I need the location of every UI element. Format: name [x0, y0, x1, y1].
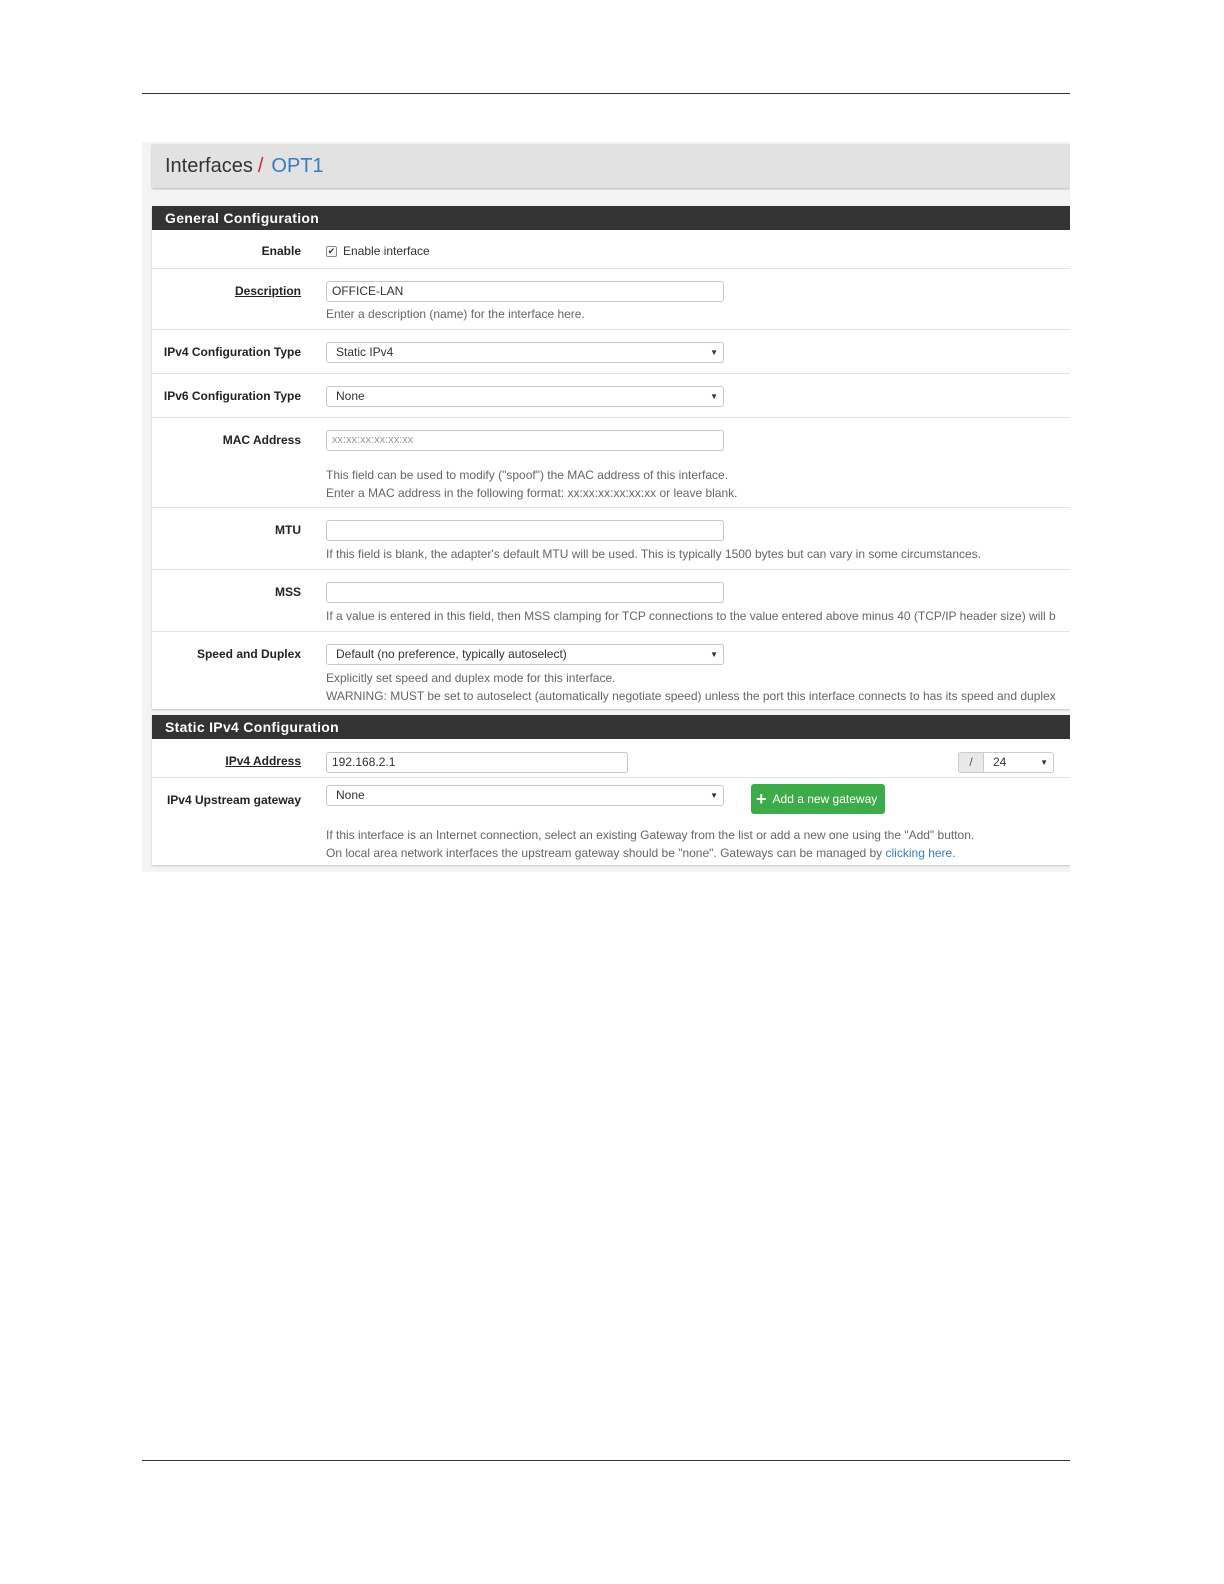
- upstream-gateway-label: IPv4 Upstream gateway: [166, 793, 301, 807]
- ipv4-address-field: [326, 752, 628, 773]
- ipv6-type-label: IPv6 Configuration Type: [163, 389, 301, 403]
- page-bottom-rule: [142, 1460, 1070, 1461]
- mac-address-field: [326, 430, 738, 502]
- breadcrumb-root[interactable]: Interfaces: [165, 154, 253, 177]
- upstream-gateway-help-2-text: On local area network interfaces the upstream gateway should be "none". Gateways can be managed by: [326, 846, 886, 860]
- description-field: [326, 281, 724, 323]
- cidr-select[interactable]: [984, 752, 1054, 773]
- mtu-field: [326, 520, 981, 563]
- chevron-down-icon: ▼: [1040, 758, 1048, 767]
- chevron-down-icon: ▼: [710, 791, 718, 800]
- mac-address-label: MAC Address: [222, 433, 301, 447]
- ipv4-type-value: Static IPv4: [336, 345, 394, 359]
- plus-icon: +: [756, 789, 767, 809]
- ipv4-address-label: IPv4 Address: [225, 754, 301, 768]
- breadcrumb-separator: /: [257, 154, 264, 177]
- row-upstream-gateway: [152, 778, 1070, 865]
- general-configuration-panel: [152, 206, 1070, 709]
- mss-help: If a value is entered in this field, then MSS clamping for TCP connections to the value entered above minus 40 (TCP/IP header size) will b: [326, 609, 1056, 623]
- cidr-slash-addon: /: [958, 752, 984, 773]
- upstream-gateway-value: None: [336, 788, 365, 802]
- ipv6-type-field: [326, 386, 724, 407]
- description-input[interactable]: OFFICE-LAN: [326, 281, 724, 302]
- row-ipv4-address: [152, 739, 1070, 778]
- speed-duplex-label: Speed and Duplex: [196, 647, 301, 661]
- panel-heading-general: General Configuration: [152, 206, 1070, 230]
- ipv4-address-input[interactable]: 192.168.2.1: [326, 752, 628, 773]
- breadcrumb: [152, 144, 1070, 188]
- add-gateway-button-label: Add a new gateway: [772, 792, 878, 806]
- speed-duplex-value: Default (no preference, typically autoselect): [336, 647, 567, 661]
- ipv6-type-value: None: [336, 389, 365, 403]
- row-description: [152, 269, 1070, 330]
- ipv6-type-select[interactable]: [326, 386, 724, 407]
- upstream-gateway-help-2-end: .: [952, 846, 956, 860]
- mac-address-help-2: Enter a MAC address in the following format: xx:xx:xx:xx:xx:xx or leave blank.: [326, 486, 738, 500]
- mac-address-help-1: This field can be used to modify ("spoof") the MAC address of this interface.: [326, 468, 729, 482]
- ipv4-type-select[interactable]: [326, 342, 724, 363]
- speed-duplex-field: [326, 644, 1056, 705]
- chevron-down-icon: ▼: [710, 650, 718, 659]
- cidr-value: 24: [993, 755, 1007, 769]
- enable-label: Enable: [261, 244, 301, 258]
- add-gateway-button[interactable]: [751, 784, 885, 814]
- chevron-down-icon: ▼: [710, 348, 718, 357]
- row-mac-address: [152, 418, 1070, 508]
- ipv4-type-field: [326, 342, 724, 363]
- mss-field: [326, 582, 1056, 625]
- description-label: Description: [234, 284, 301, 298]
- speed-duplex-help-1: Explicitly set speed and duplex mode for this interface.: [326, 671, 616, 685]
- breadcrumb-current[interactable]: OPT1: [271, 154, 324, 177]
- enable-checkbox-label[interactable]: Enable interface: [343, 244, 430, 258]
- enable-checkbox-field[interactable]: [326, 244, 430, 258]
- row-ipv4-type: [152, 330, 1070, 374]
- mac-address-input[interactable]: xx:xx:xx:xx:xx:xx: [326, 430, 724, 451]
- mss-input[interactable]: [326, 582, 724, 603]
- chevron-down-icon: ▼: [710, 392, 718, 401]
- row-ipv6-type: [152, 374, 1070, 418]
- gateways-link[interactable]: clicking here: [885, 846, 953, 860]
- description-help: Enter a description (name) for the interface here.: [326, 307, 585, 321]
- speed-duplex-select[interactable]: [326, 644, 724, 665]
- page-top-rule: [142, 93, 1070, 94]
- panel-heading-static-ipv4: Static IPv4 Configuration: [152, 715, 1070, 739]
- upstream-gateway-help-1: If this interface is an Internet connection, select an existing Gateway from the list or add a new one using the "Add" button.: [326, 828, 975, 842]
- speed-duplex-help-2: WARNING: MUST be set to autoselect (automatically negotiate speed) unless the port this interface connects to has its speed and duplex: [326, 689, 1056, 703]
- upstream-gateway-select[interactable]: [326, 785, 724, 806]
- static-ipv4-panel: [152, 715, 1070, 865]
- mtu-label: MTU: [275, 523, 301, 537]
- mtu-input[interactable]: [326, 520, 724, 541]
- ipv4-type-label: IPv4 Configuration Type: [163, 345, 301, 359]
- screenshot-frame: [142, 142, 1070, 872]
- row-mtu: [152, 508, 1070, 570]
- mtu-help: If this field is blank, the adapter's default MTU will be used. This is typically 1500 bytes but can vary in some circumstances.: [326, 547, 982, 561]
- row-enable: [152, 230, 1070, 269]
- enable-checkbox[interactable]: ✔: [327, 246, 336, 257]
- upstream-gateway-help-2: [326, 844, 974, 862]
- row-speed-duplex: [152, 632, 1070, 709]
- row-mss: [152, 570, 1070, 632]
- mss-label: MSS: [274, 585, 301, 599]
